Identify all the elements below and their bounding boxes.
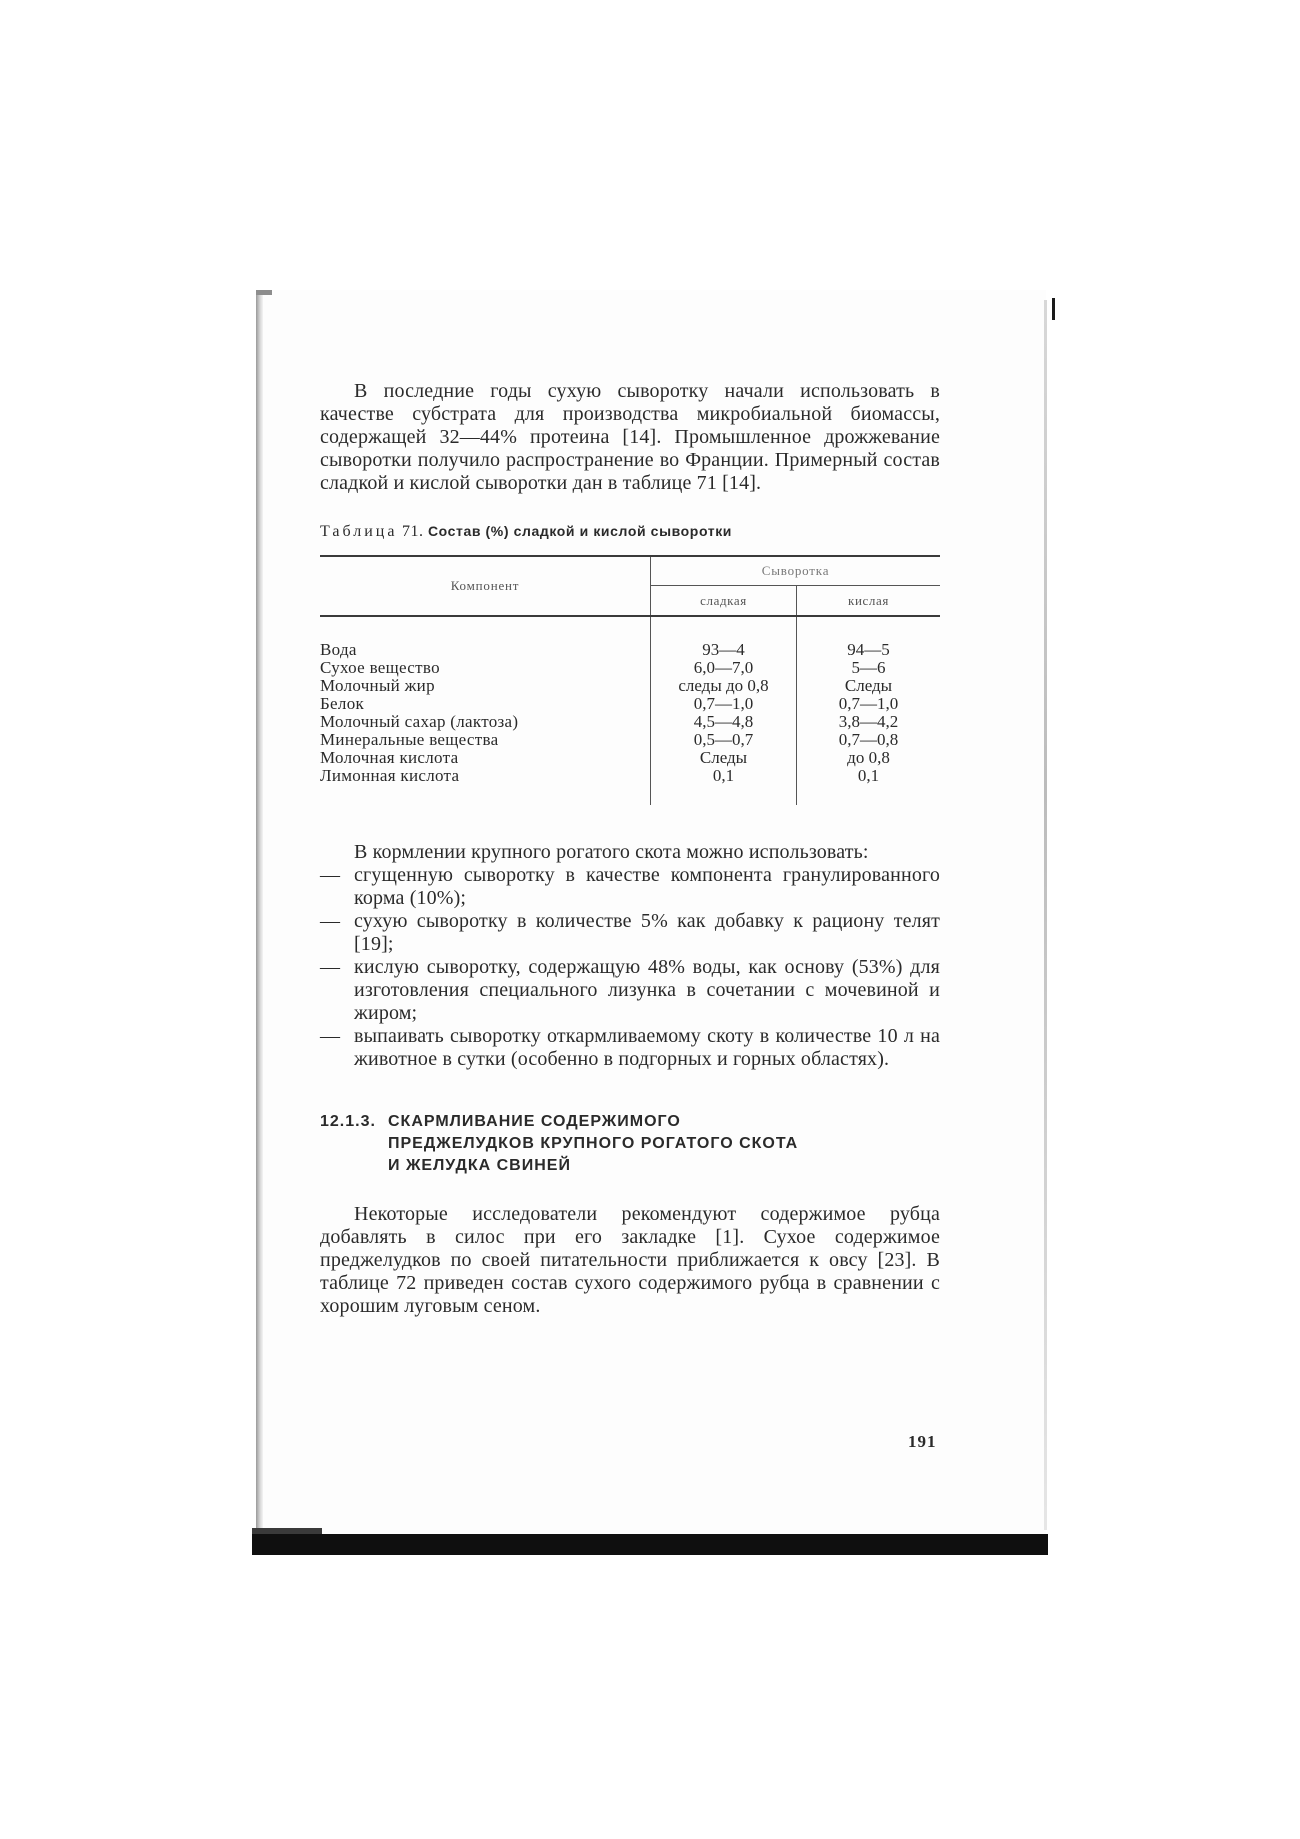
row-name: Молочный сахар (лактоза) [320, 713, 651, 731]
composition-table [320, 555, 940, 805]
row-acid-value: 0,7—1,0 [838, 694, 899, 713]
table-spacer-cell [651, 785, 797, 805]
table-row [320, 731, 940, 749]
row-acid-value: до 0,8 [847, 748, 890, 767]
table-caption [320, 523, 940, 541]
table-row [320, 659, 940, 677]
table-row [320, 695, 940, 713]
table-spacer-cell [797, 616, 941, 641]
list-item [320, 910, 940, 956]
table-caption-title: Состав (%) сладкой и кислой сыворотки [427, 523, 733, 539]
feeding-options-list [320, 864, 940, 1071]
table-row [320, 641, 940, 659]
table-caption-label: Таблица [320, 523, 398, 540]
list-item-text: кислую сыворотку, содержащую 48% воды, как основу (53%) для изготовления специального лизунка в сочетании с мочевиной и жиром; [354, 956, 940, 1024]
row-sweet-value: 93—4 [651, 641, 797, 659]
list-item-text: сухую сыворотку в количестве 5% как добавку к рациону телят [19]; [354, 910, 940, 955]
row-sweet-value: следы до 0,8 [651, 677, 797, 695]
list-item [320, 1025, 940, 1071]
table-spacer-cell [320, 785, 651, 805]
section-number: 12.1.3. [320, 1113, 376, 1130]
row-sweet-value: Следы [651, 749, 797, 767]
scan-bottom-border [252, 1534, 1048, 1555]
header-acid: кислая [848, 592, 889, 608]
row-sweet-value: 4,5—4,8 [651, 713, 797, 731]
row-sweet-value: 0,7—1,0 [651, 695, 797, 713]
table-row [320, 767, 940, 785]
row-name: Минеральные вещества [320, 731, 651, 749]
table-spacer-cell [651, 616, 797, 641]
page-right-shadow [1044, 300, 1047, 1530]
paragraph-feeding: В кормлении крупного рогатого скота можно использовать: [354, 841, 869, 863]
row-sweet-value: 0,1 [651, 767, 797, 785]
table-spacer-cell [797, 785, 941, 805]
paragraph-intro: В последние годы сухую сыворотку начали использовать в качестве субстрата для производства микробиальной биомассы, содержащей 32—44% протеина [14]. Промышленное дрожжевание сыворотки получило распространение во Франции. Примерный состав сладкой и кислой сыворотки дан в таблице 71 [14]. [320, 380, 940, 494]
list-dash: — [320, 1025, 341, 1047]
header-sweet: сладкая [651, 586, 797, 617]
list-item [320, 864, 940, 910]
row-acid-value: 5—6 [851, 658, 886, 677]
table-caption-number: 71. [401, 523, 424, 540]
row-acid-value: 94—5 [847, 640, 890, 659]
row-acid-value: 0,1 [857, 766, 880, 785]
list-dash: — [320, 956, 341, 978]
table-row [320, 749, 940, 767]
row-acid-value: 3,8—4,2 [838, 712, 899, 731]
list-dash: — [320, 864, 341, 886]
table-row [320, 677, 940, 695]
page-corner-mark [256, 290, 272, 295]
row-acid-value: 0,7—0,8 [838, 730, 899, 749]
row-sweet-value: 0,5—0,7 [651, 731, 797, 749]
table-spacer-cell [320, 616, 651, 641]
section-title: СКАРМЛИВАНИЕ СОДЕРЖИМОГО ПРЕДЖЕЛУДКОВ КРУПНОГО РОГАТОГО СКОТА И ЖЕЛУДКА СВИНЕЙ [388, 1113, 799, 1174]
page-number: 191 [908, 1432, 937, 1451]
page-content [320, 380, 940, 1318]
row-name: Лимонная кислота [320, 767, 651, 785]
page-left-shadow [256, 290, 263, 1530]
page-edge-mark [1052, 298, 1055, 320]
header-whey: Сыворотка [651, 556, 941, 586]
row-sweet-value: 6,0—7,0 [651, 659, 797, 677]
list-item [320, 956, 940, 1025]
row-name: Белок [320, 695, 651, 713]
list-dash: — [320, 910, 341, 932]
list-item-text: выпаивать сыворотку откармливаемому скоту в количестве 10 л на животное в сутки (особенно в подгорных и горных областях). [354, 1025, 940, 1070]
row-name: Молочный жир [320, 677, 651, 695]
paragraph-rumen: Некоторые исследователи рекомендуют содержимое рубца добавлять в силос при его закладке [1]. Сухое содержимое преджелудков по своей питательности приближается к овсу [23]. В таблице 72 приведен состав сухого содержимого рубца в сравнении с хорошим луговым сеном. [320, 1203, 940, 1317]
row-acid-value: Следы [844, 676, 893, 695]
row-name: Молочная кислота [320, 749, 651, 767]
table-row [320, 713, 940, 731]
row-name: Сухое вещество [320, 659, 651, 677]
section-heading [320, 1111, 940, 1177]
row-name: Вода [320, 641, 651, 659]
list-item-text: сгущенную сыворотку в качестве компонента гранулированного корма (10%); [354, 864, 940, 909]
header-component: Компонент [320, 556, 651, 616]
